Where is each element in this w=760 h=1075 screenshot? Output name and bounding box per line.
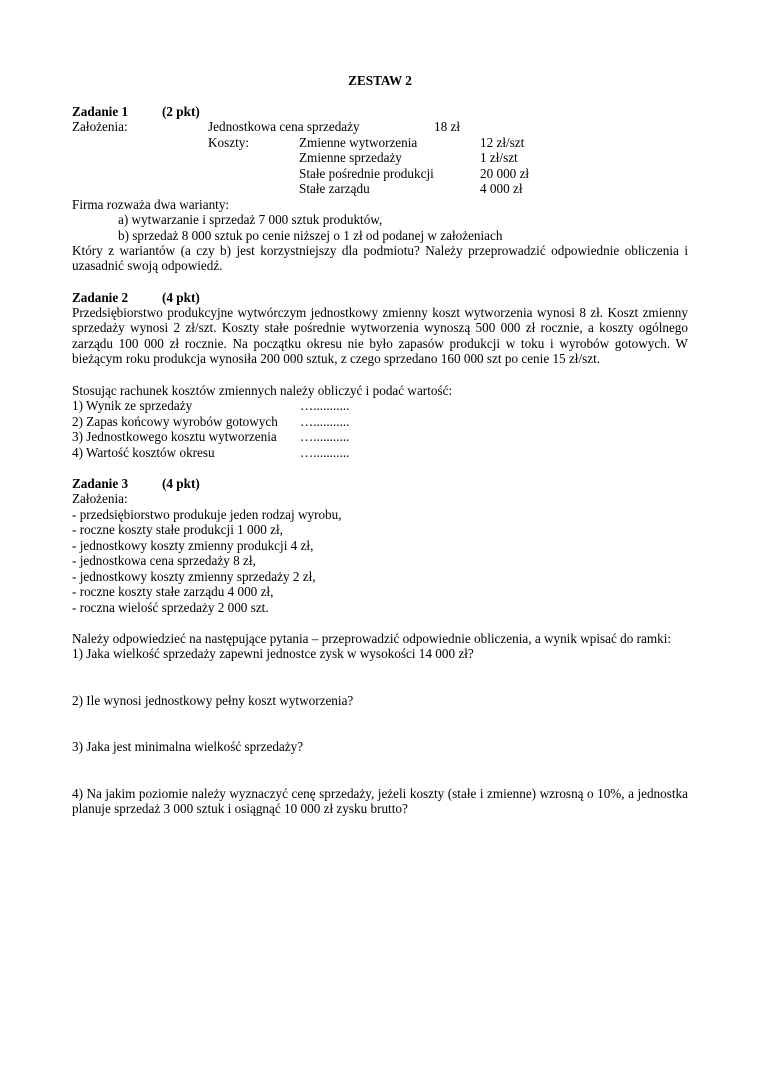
task3-question-4: 4) Na jakim poziomie należy wyznaczyć cenę sprzedaży, jeżeli koszty (stałe i zmienne) wzrosną o 10%, a jednostka planuje sprzedaż 3 000 sztuk i osiągnąć 10 000 zł zysku brutto? bbox=[72, 786, 688, 817]
task3-question-1: 1) Jaka wielkość sprzedaży zapewni jednostce zysk w wysokości 14 000 zł? bbox=[72, 646, 474, 661]
task3-assumption: - przedsiębiorstwo produkuje jeden rodzaj wyrobu, bbox=[72, 507, 342, 522]
task3-instruction: Należy odpowiedzieć na następujące pytania – przeprowadzić odpowiednie obliczenia, a wynik wpisać do ramki: bbox=[72, 631, 672, 646]
task1-price-label: Jednostkowa cena sprzedaży bbox=[208, 119, 360, 134]
task1-cost-label: Stałe zarządu bbox=[299, 181, 370, 196]
task1-cost-label: Zmienne sprzedaży bbox=[299, 150, 402, 165]
task2-points: (4 pkt) bbox=[162, 290, 200, 305]
task2-instruction: Stosując rachunek kosztów zmiennych należy obliczyć i podać wartość: bbox=[72, 383, 453, 398]
task3-assumption: - roczna wielość sprzedaży 2 000 szt. bbox=[72, 600, 269, 615]
task3-assumption: - roczne koszty stałe produkcji 1 000 zł, bbox=[72, 522, 283, 537]
task3-assumption: - jednostkowy koszty zmienny sprzedaży 2 zł, bbox=[72, 569, 316, 584]
task2-item-label: 1) Wynik ze sprzedaży bbox=[72, 398, 193, 413]
task3-assumption: - jednostkowa cena sprzedaży 8 zł, bbox=[72, 553, 256, 568]
task1-points: (2 pkt) bbox=[162, 104, 200, 119]
task3-heading: Zadanie 3 bbox=[72, 476, 129, 491]
task2-item-label: 4) Wartość kosztów okresu bbox=[72, 445, 215, 460]
task2-item-label: 2) Zapas końcowy wyrobów gotowych bbox=[72, 414, 278, 429]
task2-item-label: 3) Jednostkowego kosztu wytworzenia bbox=[72, 429, 277, 444]
document-title: ZESTAW 2 bbox=[348, 73, 412, 88]
task3-assumption: - jednostkowy koszty zmienny produkcji 4 zł, bbox=[72, 538, 314, 553]
task3-points: (4 pkt) bbox=[162, 476, 200, 491]
task2-answer-blank: …........... bbox=[300, 429, 350, 444]
task1-cost-label: Stałe pośrednie produkcji bbox=[299, 166, 434, 181]
task1-costs-label: Koszty: bbox=[208, 135, 250, 150]
task2-answer-blank: …........... bbox=[300, 398, 350, 413]
task2-heading: Zadanie 2 bbox=[72, 290, 129, 305]
task2-text: Przedsiębiorstwo produkcyjne wytwórczym jednostkowy zmienny koszt wytworzenia wynosi 8 zł. Koszt zmienny sprzedaży wynosi 2 zł/szt. Koszty stałe pośrednie wytworzenia wynoszą 500 000 zł rocznie, a koszty ogólnego zarządu 100 000 zł rocznie. Na początku okresu nie było zapasów produkcji w toku i wyrobów gotowych. W bieżącym roku produkcja wynosiła 200 000 sztuk, z czego sprzedano 160 000 szt po cenie 15 zł/szt. bbox=[72, 305, 688, 367]
task1-cost-value: 12 zł/szt bbox=[480, 135, 525, 150]
task1-heading: Zadanie 1 bbox=[72, 104, 129, 119]
task3-question-2: 2) Ile wynosi jednostkowy pełny koszt wytworzenia? bbox=[72, 693, 354, 708]
task3-question-3: 3) Jaka jest minimalna wielkość sprzedaży? bbox=[72, 739, 304, 754]
task1-price-value: 18 zł bbox=[434, 119, 461, 134]
task2-answer-blank: …........... bbox=[300, 414, 350, 429]
task1-variant-a: a) wytwarzanie i sprzedaż 7 000 sztuk produktów, bbox=[118, 212, 383, 227]
task3-assumption: - roczne koszty stałe zarządu 4 000 zł, bbox=[72, 584, 274, 599]
task3-assumptions-label: Założenia: bbox=[72, 491, 128, 506]
task1-question: Który z wariantów (a czy b) jest korzystniejszy dla podmiotu? Należy przeprowadzić odpowiednie obliczenia i uzasadnić swoją odpowiedź. bbox=[72, 243, 688, 274]
task2-answer-blank: …........... bbox=[300, 445, 350, 460]
task1-cost-value: 20 000 zł bbox=[480, 166, 530, 181]
task1-intro: Firma rozważa dwa warianty: bbox=[72, 197, 230, 212]
task1-variant-b: b) sprzedaż 8 000 sztuk po cenie niższej o 1 zł od podanej w założeniach bbox=[118, 228, 503, 243]
task1-assumptions-label: Założenia: bbox=[72, 119, 128, 134]
task1-cost-label: Zmienne wytworzenia bbox=[299, 135, 418, 150]
task1-cost-value: 1 zł/szt bbox=[480, 150, 518, 165]
task1-cost-value: 4 000 zł bbox=[480, 181, 523, 196]
